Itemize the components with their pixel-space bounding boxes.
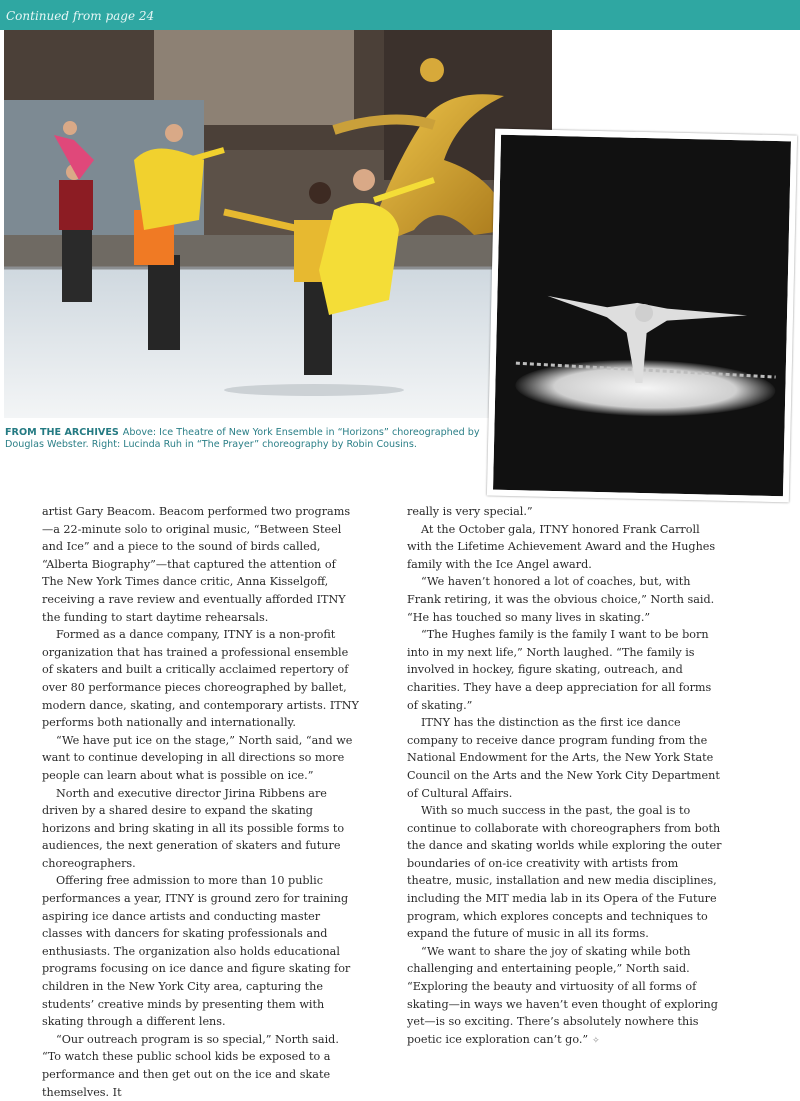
- paragraph: With so much success in the past, the goal is to continue to collaborate with choreographers from both the dance and skating worlds while exploring the outer boundaries of on-ice creativity with artists from theatre, music, installation and new media disciplines, including the MIT media lab in its Opera of the Future program, which explores concepts and techniques to expand the future of music in all its forms.: [407, 804, 722, 941]
- end-mark-icon: ✧: [592, 1035, 600, 1046]
- continued-banner: [0, 0, 800, 30]
- prayer-photo: [487, 129, 797, 503]
- article-column-right: [407, 503, 725, 1050]
- caption-lead: FROM THE ARCHIVES: [5, 427, 119, 438]
- paragraph: [407, 943, 725, 1051]
- paragraph: Offering free admission to more than 10 public performances a year, ITNY is ground zero for training aspiring ice dance artists and conducting master classes with dancers for skating professionals and enthusiasts. The organization also holds educational programs focusing on ice dance and figure skating for children in the New York City area, capturing the students’ creative minds by presenting them with skating through a different lens.: [42, 874, 351, 1029]
- paragraph: “We have put ice on the stage,” North said, “and we want to continue developing in all directions so more people can learn about what is possible on ice.”: [42, 733, 353, 782]
- photo-caption: [5, 427, 485, 451]
- paragraph: ITNY has the distinction as the first ice dance company to receive dance program funding from the National Endowment for the Arts, the New York State Council on the Arts and the New York City Department of Cultural Affairs.: [407, 716, 720, 800]
- paragraph: really is very special.”: [407, 505, 533, 518]
- article-column-left: [42, 503, 360, 1101]
- paragraph: “We haven’t honored a lot of coaches, but, with Frank retiring, it was the obvious choice,” North said. “He has touched so many lives in skating.”: [407, 575, 715, 624]
- paragraph: At the October gala, ITNY honored Frank Carroll with the Lifetime Achievement Award and the Hughes family with the Ice Angel award.: [407, 522, 716, 571]
- paragraph: North and executive director Jirina Ribbens are driven by a shared desire to expand the skating horizons and bring skating in all its possible forms to audiences, the next generation of skaters and future choreographers.: [42, 786, 345, 870]
- paragraph: artist Gary Beacom. Beacom performed two programs—a 22-minute solo to original music, “Between Steel and Ice” and a piece to the sound of birds called, “Alberta Biography”—that captured the attention of The New York Times dance critic, Anna Kisselgoff, receiving a rave review and eventually afforded ITNY the funding to start daytime rehearsals.: [42, 505, 351, 624]
- continued-label: Continued from page 24: [6, 9, 155, 23]
- caption-text: Above: Ice Theatre of New York Ensemble in “Horizons” choreographed by Douglas Webster. Right: Lucinda Ruh in “The Prayer” choreography by Robin Cousins.: [5, 427, 480, 450]
- paragraph: “The Hughes family is the family I want to be born into in my next life,” North laughed. “The family is involved in hockey, figure skating, outreach, and charities. They have a deep appreciation for all forms of skating.”: [407, 628, 712, 712]
- ensemble-photo: [4, 30, 552, 418]
- paragraph: Formed as a dance company, ITNY is a non-profit organization that has trained a professional ensemble of skaters and built a critically acclaimed repertory of over 80 performance pieces choreographed by ballet, modern dance, skating, and contemporary artists. ITNY performs both nationally and internationally.: [42, 628, 359, 730]
- final-paragraph: “We want to share the joy of skating while both challenging and entertaining people,” North said. “Exploring the beauty and virtuosity of all forms of skating—in ways we haven’t even thought of exploring yet—is so exciting. There’s absolutely nowhere this poetic ice exploration can’t go.”: [407, 944, 718, 1046]
- paragraph: “Our outreach program is so special,” North said. “To watch these public school kids be exposed to a performance and then get out on the ice and skate themselves. It: [42, 1032, 339, 1099]
